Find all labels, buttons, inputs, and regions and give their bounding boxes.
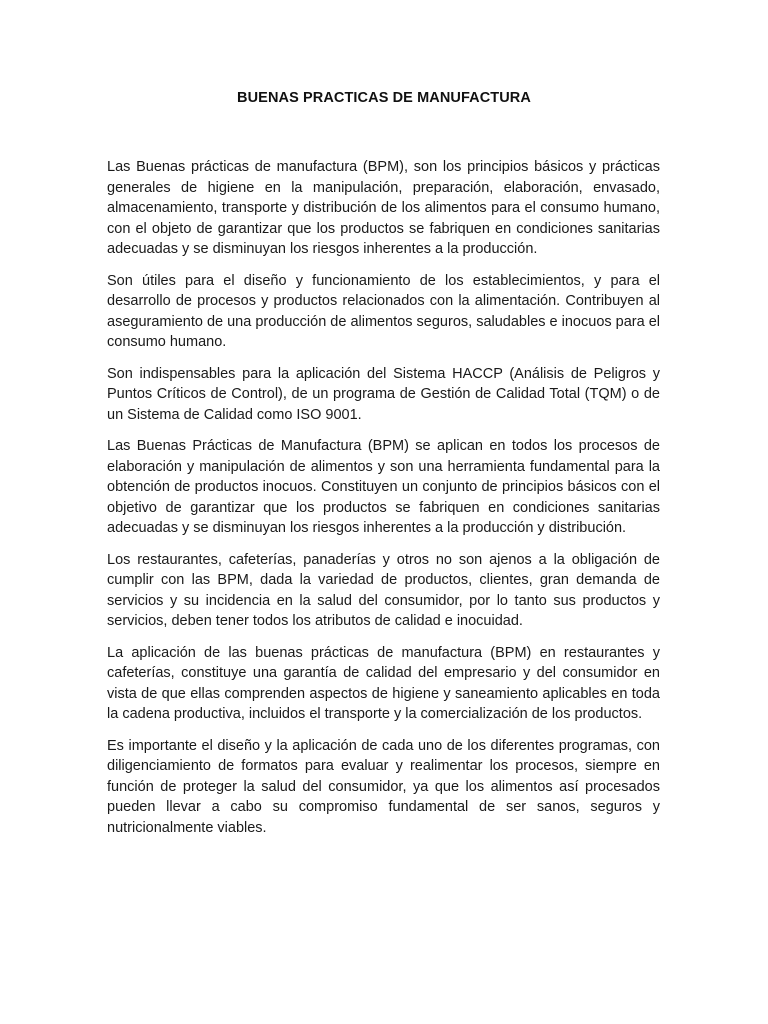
paragraph-restaurants: Los restaurantes, cafeterías, panaderías y otros no son ajenos a la obligación de cumplir con las BPM, dada la variedad de productos, clientes, gran demanda de servicios y su incidencia en la salud del consumidor, por lo tanto sus productos y servicios, deben tener todos los atributos de calidad e inocuidad. bbox=[107, 551, 660, 629]
paragraph-guarantee: La aplicación de las buenas prácticas de manufactura (BPM) en restaurantes y cafeterías, constituye una garantía de calidad del empresario y del consumidor en vista de que ellas comprenden aspectos de higiene y saneamiento aplicables en toda la cadena productiva, incluidos el transporte y la comercialización de los productos. bbox=[107, 644, 660, 722]
document-title: BUENAS PRACTICAS DE MANUFACTURA bbox=[237, 90, 531, 106]
paragraph-bpm-definition: Las Buenas prácticas de manufactura (BPM), son los principios básicos y prácticas generales de higiene en la manipulación, preparación, elaboración, envasado, almacenamiento, transporte y distribución de los alimentos para el consumo humano, con el objeto de garantizar que los productos se fabriquen en condiciones sanitarias adecuadas y se disminuyan los riesgos inherentes a la producción. bbox=[107, 159, 660, 257]
paragraph-utility: Son útiles para el diseño y funcionamiento de los establecimientos, y para el desarrollo de procesos y productos relacionados con la alimentación. Contribuyen al aseguramiento de una producción de alimentos seguros, saludables e inocuos para el consumo humano. bbox=[107, 272, 660, 350]
paragraph-haccp: Son indispensables para la aplicación del Sistema HACCP (Análisis de Peligros y Puntos Críticos de Control), de un programa de Gestión de Calidad Total (TQM) o de un Sistema de Calidad como ISO 9001. bbox=[107, 365, 660, 423]
document-body bbox=[107, 157, 660, 849]
paragraph-application: Las Buenas Prácticas de Manufactura (BPM) se aplican en todos los procesos de elaboración y manipulación de alimentos y son una herramienta fundamental para la obtención de productos inocuos. Constituyen un conjunto de principios básicos con el objetivo de garantizar que los productos se fabriquen en condiciones sanitarias adecuadas y se disminuyan los riesgos inherentes a la producción y distribución. bbox=[107, 438, 660, 536]
paragraph-programs: Es importante el diseño y la aplicación de cada uno de los diferentes programas, con diligenciamiento de formatos para evaluar y realimentar los procesos, siempre en función de proteger la salud del consumidor, ya que los alimentos así procesados pueden llevar a cabo su compromiso fundamental de ser sanos, seguros y nutricionalmente viables. bbox=[107, 737, 660, 836]
